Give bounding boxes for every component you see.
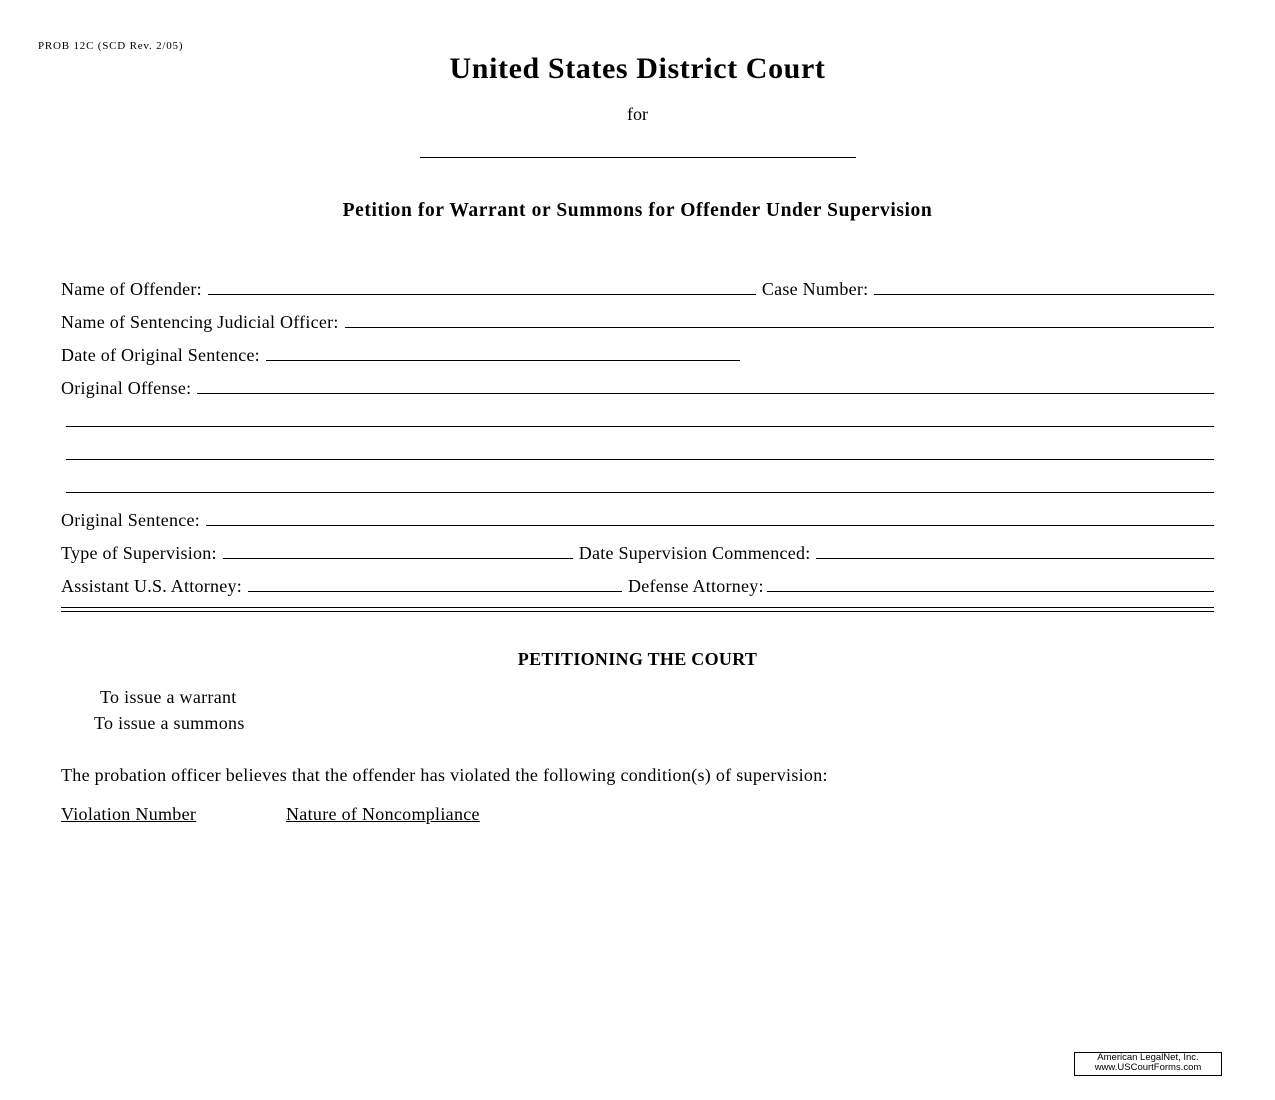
date-supervision-commenced-label: Date Supervision Commenced: xyxy=(578,543,811,563)
original-offense-line-2[interactable] xyxy=(66,426,1214,427)
publisher-name: American LegalNet, Inc. xyxy=(1097,1052,1199,1063)
original-offense-line-3[interactable] xyxy=(66,459,1214,460)
original-offense-row xyxy=(61,377,1214,399)
name-of-offender-label: Name of Offender: xyxy=(61,279,202,299)
original-offense-continuation xyxy=(66,443,1214,465)
case-number-field[interactable] xyxy=(874,294,1214,295)
publisher-url[interactable]: www.USCourtForms.com xyxy=(1094,1062,1202,1073)
original-offense-continuation xyxy=(66,410,1214,432)
sentencing-officer-row xyxy=(61,311,1214,333)
defense-attorney-label: Defense Attorney: xyxy=(628,576,764,596)
petition-title: Petition for Warrant or Summons for Offender Under Supervision xyxy=(342,200,933,221)
defense-attorney-field[interactable] xyxy=(767,591,1214,592)
original-sentence-row xyxy=(61,509,1214,531)
date-original-sentence-row xyxy=(61,344,1214,366)
district-field[interactable] xyxy=(420,157,856,158)
assistant-us-attorney-field[interactable] xyxy=(248,591,622,592)
form-code: PROB 12C (SCD Rev. 2/05) xyxy=(38,40,184,52)
section-divider xyxy=(61,607,1214,612)
case-number-label: Case Number: xyxy=(761,279,869,299)
option-issue-warrant[interactable]: To issue a warrant xyxy=(100,687,237,707)
for-text: for xyxy=(627,104,648,124)
attorneys-row xyxy=(61,575,1214,597)
name-of-offender-field[interactable] xyxy=(208,294,756,295)
petitioning-heading: PETITIONING THE COURT xyxy=(517,649,758,669)
violation-number-header: Violation Number xyxy=(61,804,197,824)
sentencing-officer-label: Name of Sentencing Judicial Officer: xyxy=(61,312,339,332)
publisher-stamp xyxy=(1074,1052,1222,1076)
assistant-us-attorney-label: Assistant U.S. Attorney: xyxy=(61,576,243,596)
original-offense-label: Original Offense: xyxy=(61,378,192,398)
type-of-supervision-label: Type of Supervision: xyxy=(61,543,217,563)
original-offense-line-4[interactable] xyxy=(66,492,1214,493)
original-sentence-label: Original Sentence: xyxy=(61,510,200,530)
offender-row xyxy=(61,278,1214,300)
violation-statement: The probation officer believes that the offender has violated the following condition(s) of supervision: xyxy=(61,765,828,785)
option-issue-summons[interactable]: To issue a summons xyxy=(94,713,245,733)
court-title: United States District Court xyxy=(449,52,826,85)
type-of-supervision-field[interactable] xyxy=(223,558,573,559)
original-offense-continuation xyxy=(66,476,1214,498)
date-original-sentence-field[interactable] xyxy=(266,360,740,361)
supervision-row xyxy=(61,542,1214,564)
original-sentence-field[interactable] xyxy=(206,525,1214,526)
original-offense-field[interactable] xyxy=(197,393,1214,394)
date-supervision-commenced-field[interactable] xyxy=(816,558,1214,559)
date-original-sentence-label: Date of Original Sentence: xyxy=(61,345,260,365)
nature-of-noncompliance-header: Nature of Noncompliance xyxy=(286,804,480,824)
sentencing-officer-field[interactable] xyxy=(345,327,1214,328)
